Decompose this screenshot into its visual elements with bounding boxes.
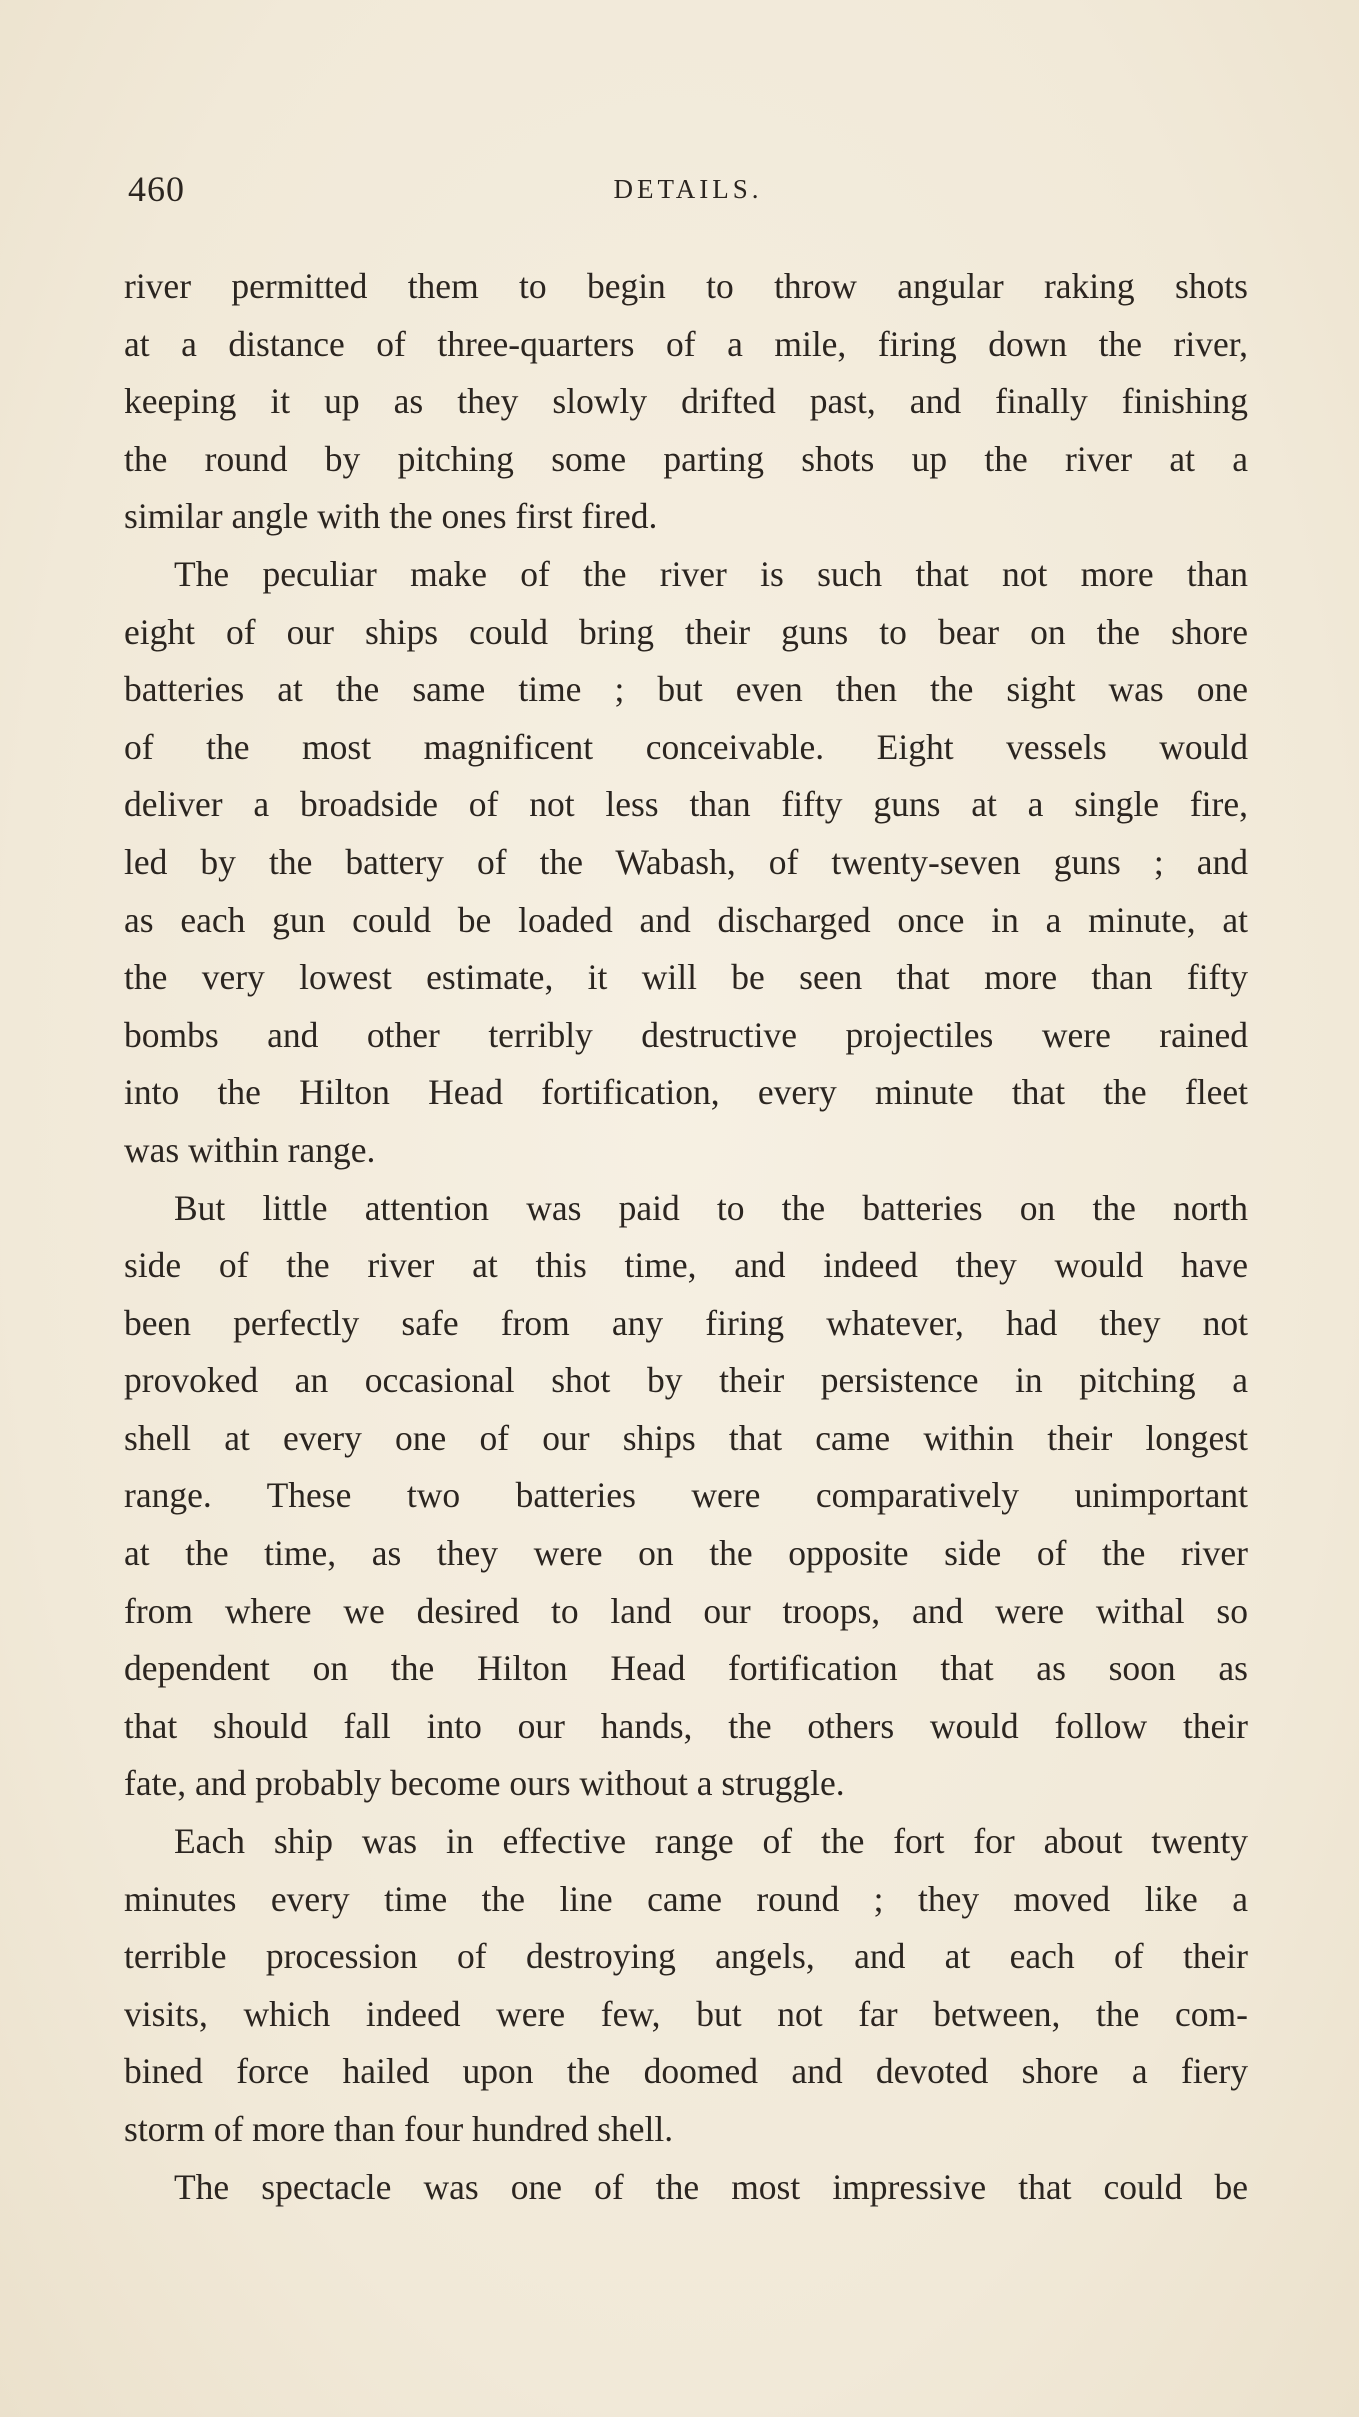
text-line: eight of our ships could bring their guns to bear on the shore — [124, 611, 1248, 652]
running-head: DETAILS. — [613, 174, 763, 204]
text-line: at a distance of three-quarters of a mile, firing down the river, — [124, 323, 1248, 364]
text-line: shell at every one of our ships that came within their longest — [124, 1417, 1248, 1458]
text-line: Each ship was in effective range of the fort for about twenty — [174, 1821, 1248, 1862]
text-line: led by the battery of the Wabash, of twenty-seven guns ; and — [124, 841, 1248, 882]
text-line: from where we desired to land our troops, and were withal so — [124, 1590, 1248, 1631]
text-line: bined force hailed upon the doomed and devoted shore a fiery — [124, 2051, 1248, 2092]
text-line: similar angle with the ones first fired. — [124, 496, 658, 537]
text-line: But little attention was paid to the batteries on the north — [174, 1187, 1248, 1228]
text-line: The spectacle was one of the most impressive that could be — [174, 2166, 1248, 2207]
text-line: range. These two batteries were comparatively unimportant — [124, 1475, 1248, 1516]
text-line: provoked an occasional shot by their persistence in pitching a — [124, 1360, 1248, 1401]
text-line: into the Hilton Head fortification, every minute that the fleet — [124, 1072, 1248, 1113]
text-line: river permitted them to begin to throw angular raking shots — [124, 266, 1248, 306]
text-line: been perfectly safe from any firing whatever, had they not — [124, 1302, 1248, 1343]
page-header — [128, 168, 1248, 228]
text-line: minutes every time the line came round ; they moved like a — [124, 1878, 1248, 1919]
text-line: bombs and other terribly destructive projectiles were rained — [124, 1014, 1248, 1055]
text-line: the very lowest estimate, it will be seen that more than fifty — [124, 957, 1248, 998]
text-line: terrible procession of destroying angels, and at each of their — [124, 1936, 1248, 1977]
text-line: at the time, as they were on the opposite side of the river — [124, 1533, 1248, 1574]
text-line: keeping it up as they slowly drifted past, and finally finishing — [124, 381, 1248, 422]
text-line: storm of more than four hundred shell. — [124, 2109, 674, 2149]
text-line: as each gun could be loaded and discharged once in a minute, at — [124, 899, 1248, 940]
text-line: The peculiar make of the river is such that not more than — [174, 553, 1248, 594]
text-line: fate, and probably become ours without a struggle. — [124, 1763, 845, 1804]
body-text — [124, 258, 1248, 2216]
text-line: deliver a broadside of not less than fifty guns at a single fire, — [124, 784, 1248, 825]
text-line: of the most magnificent conceivable. Eight vessels would — [124, 726, 1248, 767]
text-line: the round by pitching some parting shots up the river at a — [124, 438, 1248, 479]
text-line: that should fall into our hands, the others would follow their — [124, 1705, 1248, 1746]
text-line: was within range. — [124, 1129, 376, 1170]
text-line: dependent on the Hilton Head fortification that as soon as — [124, 1648, 1248, 1689]
page-number: 460 — [128, 169, 185, 209]
text-line: batteries at the same time ; but even then the sight was one — [124, 669, 1248, 710]
text-line: side of the river at this time, and indeed they would have — [124, 1245, 1248, 1286]
text-line: visits, which indeed were few, but not far between, the com- — [124, 1993, 1248, 2034]
